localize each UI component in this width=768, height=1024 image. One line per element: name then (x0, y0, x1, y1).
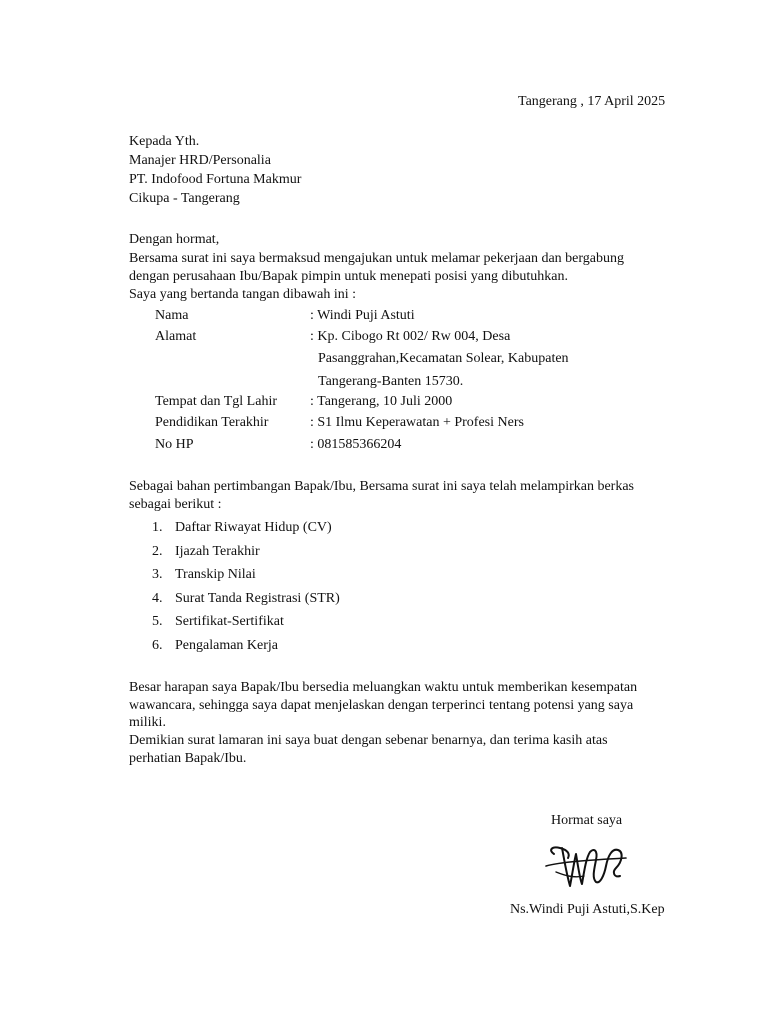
list-item: Sertifikat-Sertifikat (175, 614, 284, 629)
identity-label-phone: No HP (155, 437, 194, 452)
list-item: Pengalaman Kerja (175, 638, 279, 653)
identity-label-name: Nama (155, 308, 189, 323)
identity-value-address: : Kp. Cibogo Rt 002/ Rw 004, Desa (310, 329, 511, 344)
intro-line: dengan perusahaan Ibu/Bapak pimpin untuk menepati posisi yang dibutuhkan. (129, 269, 568, 284)
list-item-number: 4. (152, 591, 163, 606)
recipient-line: Cikupa - Tangerang (129, 191, 240, 206)
signer-name: Ns.Windi Puji Astuti,S.Kep (510, 902, 665, 917)
list-item: Ijazah Terakhir (175, 544, 260, 559)
list-item-number: 1. (152, 520, 163, 535)
closing-line: miliki. (129, 715, 166, 730)
list-item-number: 5. (152, 614, 163, 629)
recipient-line: Kepada Yth. (129, 134, 200, 149)
attachments-intro: sebagai berikut : (129, 497, 222, 512)
identity-value-birth: : Tangerang, 10 Juli 2000 (310, 394, 453, 409)
list-item: Transkip Nilai (175, 567, 256, 582)
identity-label-birth: Tempat dan Tgl Lahir (155, 394, 278, 409)
identity-value-name: : Windi Puji Astuti (310, 308, 415, 323)
identity-label-address: Alamat (155, 329, 197, 344)
list-item-number: 3. (152, 567, 163, 582)
date-line: Tangerang , 17 April 2025 (518, 94, 666, 109)
identity-label-education: Pendidikan Terakhir (155, 415, 269, 430)
closing-line: wawancara, sehingga saya dapat menjelaskan dengan terperinci tentang potensi yang saya (129, 698, 634, 713)
list-item-number: 2. (152, 544, 163, 559)
recipient-line: PT. Indofood Fortuna Makmur (129, 172, 302, 187)
signature-image (540, 836, 630, 896)
greeting: Dengan hormat, (129, 232, 220, 247)
identity-value-address-cont: Tangerang-Banten 15730. (318, 374, 464, 389)
recipient-line: Manajer HRD/Personalia (129, 153, 271, 168)
identity-value-phone: : 081585366204 (310, 437, 402, 452)
intro-line: Bersama surat ini saya bermaksud mengajukan untuk melamar pekerjaan dan bergabung (129, 251, 625, 266)
closing-line: perhatian Bapak/Ibu. (129, 751, 247, 766)
closing-line: Besar harapan saya Bapak/Ibu bersedia meluangkan waktu untuk memberikan kesempatan (129, 680, 638, 695)
list-item: Surat Tanda Registrasi (STR) (175, 591, 340, 606)
intro-line: Saya yang bertanda tangan dibawah ini : (129, 287, 357, 302)
sign-off: Hormat saya (551, 813, 623, 828)
list-item-number: 6. (152, 638, 163, 653)
identity-value-education: : S1 Ilmu Keperawatan + Profesi Ners (310, 415, 524, 430)
identity-value-address-cont: Pasanggrahan,Kecamatan Solear, Kabupaten (318, 351, 569, 366)
closing-line: Demikian surat lamaran ini saya buat dengan sebenar benarnya, dan terima kasih atas (129, 733, 608, 748)
list-item: Daftar Riwayat Hidup (CV) (175, 520, 332, 535)
attachments-intro: Sebagai bahan pertimbangan Bapak/Ibu, Bersama surat ini saya telah melampirkan berkas (129, 479, 634, 494)
